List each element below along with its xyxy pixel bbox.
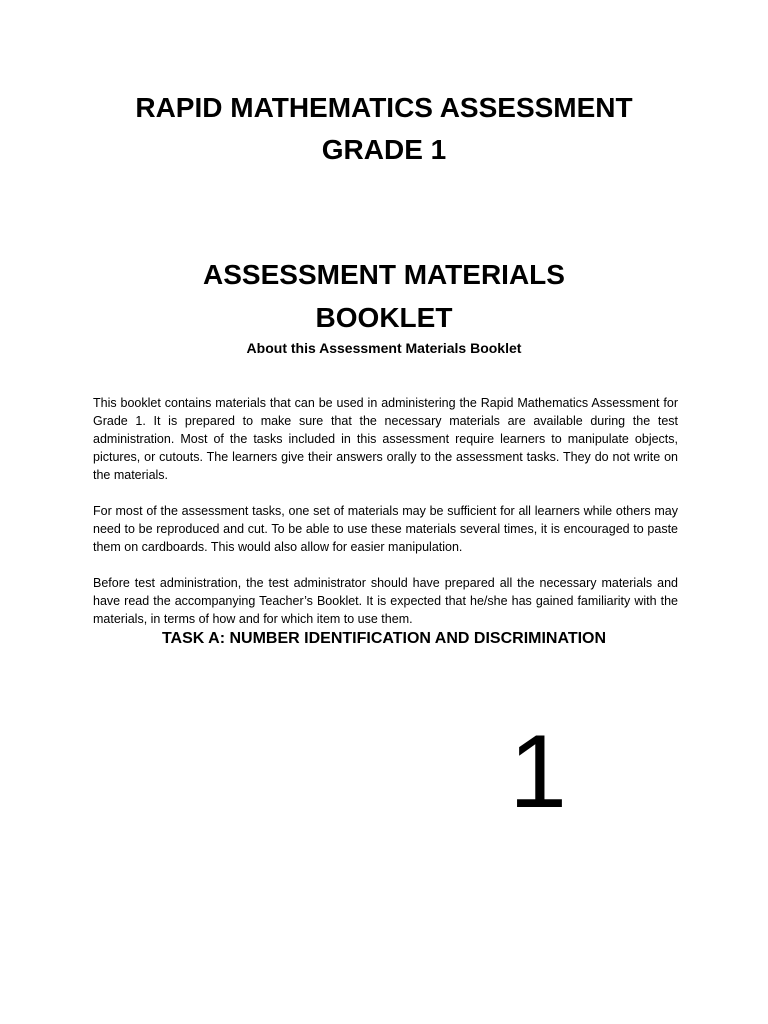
intro-paragraph-1: This booklet contains materials that can be used in administering the Rapid Mathematics Assessment for Grade 1. It is prepared to make sure that the necessary materials are available during the test administration. Most of the tasks included in this assessment require learners to manipulate objects, pictures, or cutouts. The learners give their answers orally to the assessment tasks. They do not write on the materials.: [93, 396, 678, 482]
task-heading: TASK A: NUMBER IDENTIFICATION AND DISCRIMINATION: [161, 630, 607, 647]
about-heading: About this Assessment Materials Booklet: [246, 340, 522, 356]
intro-paragraph-2: For most of the assessment tasks, one set of materials may be sufficient for all learners while others may need to be reproduced and cut. To be able to use these materials several times, it is encouraged to paste them on cardboards. This would also allow for easier manipulation.: [93, 504, 678, 554]
number-card: 1: [509, 714, 567, 830]
booklet-title-line-2: BOOKLET: [315, 302, 453, 333]
document-title-line-2: GRADE 1: [321, 134, 447, 165]
booklet-title-line-1: ASSESSMENT MATERIALS: [203, 259, 565, 290]
document-title-line-1: RAPID MATHEMATICS ASSESSMENT: [135, 92, 633, 123]
intro-paragraph-3: Before test administration, the test administrator should have prepared all the necessary materials and have read the accompanying Teacher’s Booklet. It is expected that he/she has gained familiarity with the materials, in terms of how and for which item to use them.: [93, 576, 678, 626]
